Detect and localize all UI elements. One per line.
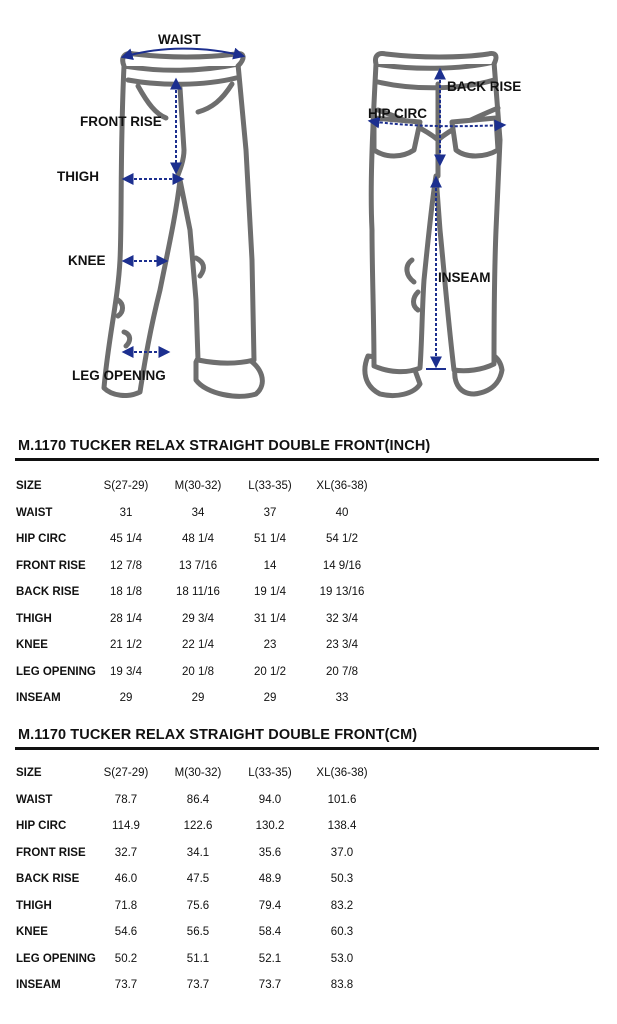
table-row <box>0 953 617 980</box>
table-cell: 12 7/8 <box>110 559 142 572</box>
table-cell: 58.4 <box>258 926 282 938</box>
back-pants-drawing <box>365 53 502 395</box>
table-row <box>0 639 617 666</box>
table-cell: 46.0 <box>114 873 138 885</box>
table-cell: 60.3 <box>330 926 354 938</box>
table-cell: 28 1/4 <box>110 612 142 625</box>
table-cell: 31 <box>119 506 133 519</box>
table-cell: 71.8 <box>114 899 138 912</box>
table-row <box>0 847 617 874</box>
label-thigh: THIGH <box>57 169 99 184</box>
table-cell: 122.6 <box>183 820 213 832</box>
table-cell: 32.7 <box>114 846 138 859</box>
table-cell: 37 <box>263 506 277 519</box>
header-cell: XL(36-38) <box>316 480 368 492</box>
table-cell: 47.5 <box>186 873 210 885</box>
table-cell: 20 1/8 <box>182 665 214 678</box>
table-cell: 114.9 <box>112 820 140 832</box>
row-label: HIP CIRC <box>16 820 67 832</box>
row-label: INSEAM <box>16 692 61 704</box>
row-label: LEG OPENING <box>16 952 96 965</box>
table-cell: 31 1/4 <box>254 612 286 625</box>
table-row <box>0 692 617 719</box>
table-cell: 94.0 <box>258 793 282 806</box>
table-cell: 19 13/16 <box>319 586 365 598</box>
table-row <box>0 900 617 927</box>
table-cell: 78.7 <box>114 793 138 806</box>
row-label: INSEAM <box>16 979 61 991</box>
table-cell: 50.3 <box>330 873 354 885</box>
table-cell: 29 3/4 <box>182 612 214 625</box>
table-cell: 32 3/4 <box>326 612 358 625</box>
header-cell: L(33-35) <box>248 480 292 492</box>
table-cell: 73.7 <box>186 979 210 991</box>
row-label: KNEE <box>16 926 48 938</box>
table-cell: 34.1 <box>186 846 210 859</box>
table-cell: 35.6 <box>258 846 282 859</box>
table-title-cm: M.1170 TUCKER RELAX STRAIGHT DOUBLE FRONT(CM) <box>18 727 418 743</box>
table-cell: 40 <box>335 506 349 519</box>
table-cell: 101.6 <box>327 793 357 806</box>
header-cell: SIZE <box>16 480 42 492</box>
front-pants-drawing <box>104 54 262 397</box>
table-cell: 54.6 <box>114 926 138 938</box>
table-row <box>0 533 617 560</box>
header-cell: S(27-29) <box>103 767 149 779</box>
table-cell: 34 <box>191 506 205 519</box>
table-cell: 52.1 <box>258 952 282 965</box>
table-cell: 48 1/4 <box>182 533 214 545</box>
table-cell: 50.2 <box>114 952 138 965</box>
table-cell: 130.2 <box>255 820 285 832</box>
table-cell: 138.4 <box>327 820 357 832</box>
table-cell: 20 7/8 <box>326 665 358 678</box>
table-cell: 23 <box>263 639 277 651</box>
row-label: WAIST <box>16 506 53 519</box>
header-cell: SIZE <box>16 767 42 779</box>
table-row <box>0 820 617 847</box>
header-cell: M(30-32) <box>174 480 222 492</box>
row-label: FRONT RISE <box>16 846 86 859</box>
size-table-inch <box>0 480 617 719</box>
table-header-row <box>0 480 617 507</box>
row-label: BACK RISE <box>16 873 80 885</box>
table-row <box>0 613 617 640</box>
table-cell: 48.9 <box>258 873 282 885</box>
table-row <box>0 794 617 821</box>
table-row <box>0 979 617 1006</box>
row-label: HIP CIRC <box>16 533 67 545</box>
table-cell: 13 7/16 <box>178 559 218 572</box>
table-cell: 83.2 <box>330 899 354 912</box>
label-waist: WAIST <box>158 32 201 47</box>
size-table-cm <box>0 767 617 1006</box>
table-cell: 19 1/4 <box>254 586 286 598</box>
row-label: FRONT RISE <box>16 559 86 572</box>
table-cell: 14 9/16 <box>322 559 362 572</box>
pants-measurement-diagram <box>0 0 617 420</box>
table-cell: 21 1/2 <box>110 639 142 651</box>
table-cell: 45 1/4 <box>110 533 142 545</box>
table-cell: 86.4 <box>186 793 210 806</box>
table-cell: 18 1/8 <box>110 586 142 598</box>
row-label: BACK RISE <box>16 586 80 598</box>
table-cell: 51 1/4 <box>254 533 286 545</box>
label-back-rise: BACK RISE <box>447 79 522 94</box>
label-front-rise: FRONT RISE <box>80 114 162 129</box>
table-cell: 33 <box>335 692 349 704</box>
table-row <box>0 873 617 900</box>
table-title-inch: M.1170 TUCKER RELAX STRAIGHT DOUBLE FRONT(INCH) <box>18 438 431 454</box>
table-cell: 53.0 <box>330 952 354 965</box>
table-cell: 37.0 <box>330 846 354 859</box>
table-cell: 73.7 <box>258 979 282 991</box>
table-cell: 14 <box>263 559 277 572</box>
table-row <box>0 507 617 534</box>
table-cell: 18 11/16 <box>176 586 220 598</box>
table-cell: 29 <box>119 692 133 704</box>
row-label: WAIST <box>16 793 53 806</box>
table-cell: 79.4 <box>258 899 282 912</box>
label-inseam: INSEAM <box>438 270 491 285</box>
table-cell: 54 1/2 <box>326 533 358 545</box>
row-label: LEG OPENING <box>16 665 96 678</box>
table-cell: 29 <box>191 692 205 704</box>
table-cell: 23 3/4 <box>326 639 358 651</box>
row-label: THIGH <box>16 612 52 625</box>
table-cell: 56.5 <box>186 926 210 938</box>
title-divider <box>15 458 599 461</box>
table-row <box>0 666 617 693</box>
table-cell: 22 1/4 <box>182 639 214 651</box>
header-cell: XL(36-38) <box>316 767 368 779</box>
header-cell: L(33-35) <box>248 767 292 779</box>
table-cell: 19 3/4 <box>110 665 142 678</box>
table-cell: 75.6 <box>186 899 210 912</box>
header-cell: S(27-29) <box>103 480 149 492</box>
table-cell: 83.8 <box>330 979 354 991</box>
label-knee: KNEE <box>68 253 106 268</box>
table-row <box>0 926 617 953</box>
header-cell: M(30-32) <box>174 767 222 779</box>
table-row <box>0 560 617 587</box>
row-label: KNEE <box>16 639 48 651</box>
table-cell: 20 1/2 <box>254 665 286 678</box>
table-header-row <box>0 767 617 794</box>
label-hip-circ: HIP CIRC <box>368 106 428 121</box>
table-cell: 29 <box>263 692 277 704</box>
title-divider <box>15 747 599 750</box>
table-cell: 51.1 <box>186 952 210 965</box>
table-cell: 73.7 <box>114 979 138 991</box>
label-leg-opening: LEG OPENING <box>72 368 166 383</box>
row-label: THIGH <box>16 899 52 912</box>
table-row <box>0 586 617 613</box>
